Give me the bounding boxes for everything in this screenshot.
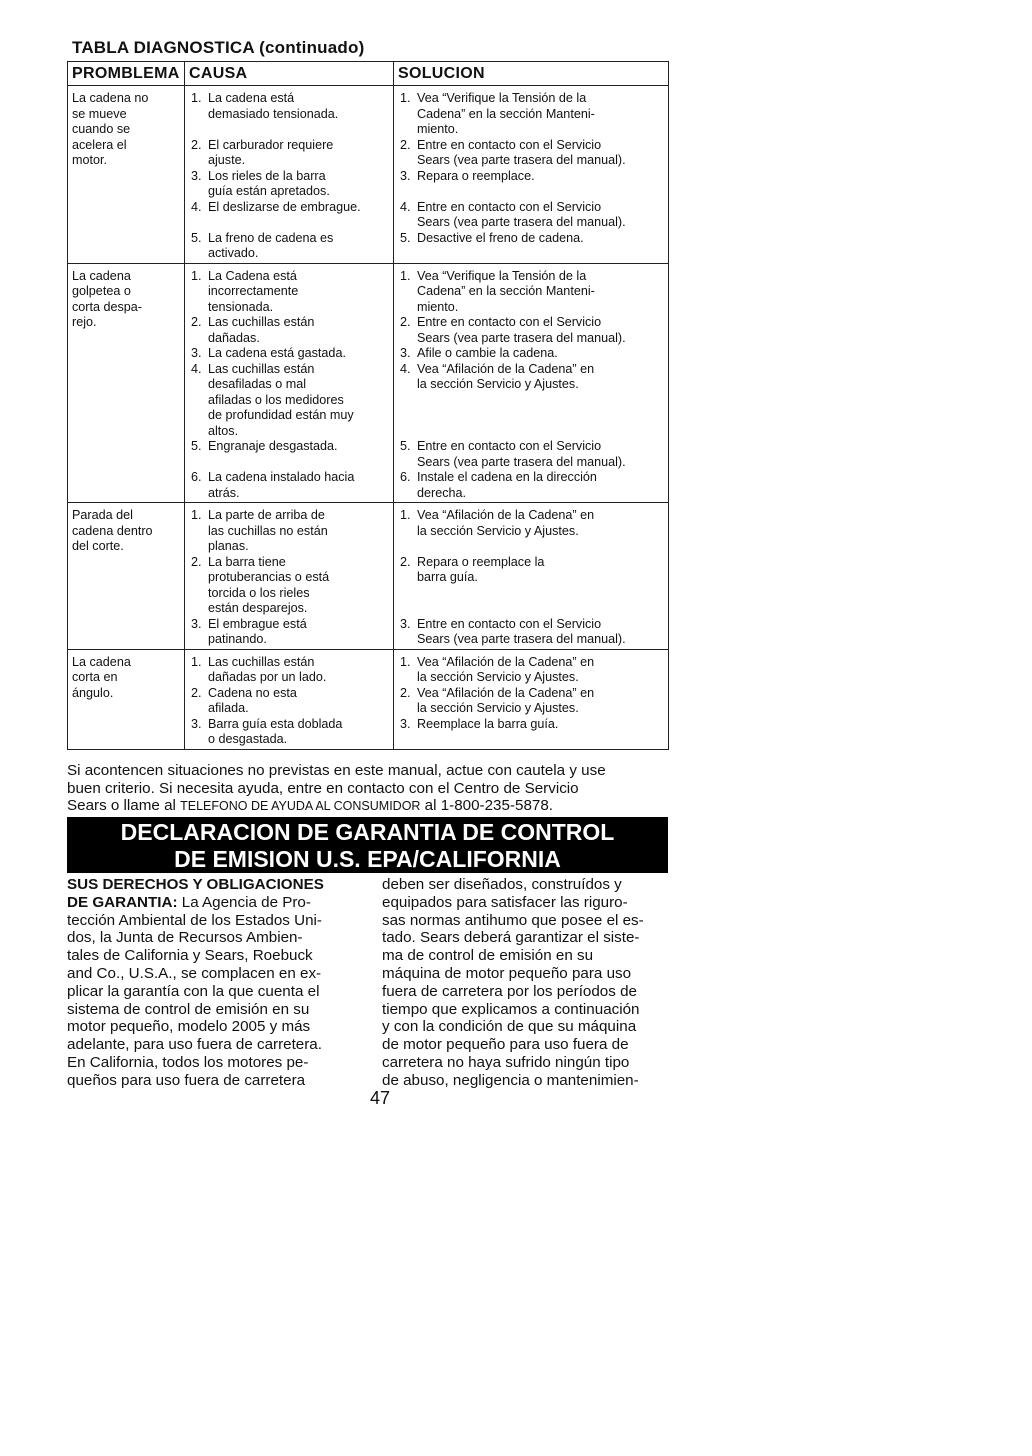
solution-item	[398, 555, 665, 586]
solution-line: la sección Servicio y Ajustes.	[417, 523, 579, 538]
cause-text	[208, 138, 390, 169]
solution-text	[417, 439, 665, 470]
warranty-banner	[67, 817, 668, 873]
solution-line: Vea “Verifique la Tensión de la	[417, 91, 587, 105]
cause-item	[189, 138, 390, 169]
solution-item	[398, 231, 665, 247]
cause-line: El carburador requiere	[208, 137, 334, 152]
solution-line: Sears (vea parte trasera del manual).	[417, 153, 626, 167]
problem-line: motor.	[72, 153, 107, 167]
cause-number: 1.	[191, 654, 202, 669]
warranty-right-column	[382, 876, 672, 1090]
cause-line: La Cadena está	[208, 268, 297, 283]
cause-line: dañadas.	[208, 330, 260, 345]
cause-text	[208, 169, 390, 200]
solution-item	[398, 617, 665, 648]
solution-text	[417, 91, 665, 138]
solution-number	[398, 184, 417, 200]
cause-number	[189, 215, 208, 231]
cause-number: 4.	[191, 361, 202, 376]
solution-line	[417, 539, 665, 555]
warranty-right-line: de abuso, negligencia o mantenimien-	[382, 1071, 639, 1089]
solution-text	[417, 470, 665, 501]
table-row	[68, 503, 669, 650]
cause-cell	[185, 503, 394, 650]
cause-line: protuberancias o está	[208, 570, 330, 584]
solution-line: Entre en contacto con el Servicio	[417, 199, 602, 214]
warranty-left-line: dos, la Junta de Recursos Ambien-	[67, 929, 303, 947]
solution-number: 5.	[400, 439, 411, 453]
solution-line: Entre en contacto con el Servicio	[417, 315, 602, 329]
problem-line: La cadena	[72, 654, 131, 669]
warranty-heading: SUS DERECHOS Y OBLIGACIONES	[67, 876, 324, 893]
solution-text	[417, 362, 665, 393]
warranty-right-line: máquina de motor pequeño para uso	[382, 964, 632, 982]
cause-number: 1.	[191, 508, 202, 522]
problem-line: del corte.	[72, 539, 124, 553]
solution-item	[398, 200, 665, 231]
cause-line: La parte de arriba de	[208, 508, 325, 522]
warranty-left-line: plicar la garantía con la que cuenta el	[67, 982, 320, 1000]
solution-line: la sección Servicio y Ajustes.	[417, 701, 579, 715]
problem-line: corta despa-	[72, 299, 143, 314]
problem-line: ángulo.	[72, 685, 114, 700]
solution-number: 2.	[400, 315, 411, 329]
banner-line: DE EMISION U.S. EPA/CALIFORNIA	[174, 846, 561, 872]
cause-item	[189, 655, 390, 686]
solution-line: Vea “Afilación de la Cadena” en	[417, 508, 595, 522]
cause-item	[189, 508, 390, 555]
solution-item	[398, 91, 665, 138]
cause-number: 2.	[191, 137, 202, 152]
cause-text	[208, 655, 390, 686]
advice-paragraph	[67, 762, 672, 816]
solution-line: Vea “Afilación de la Cadena” en	[417, 654, 595, 669]
solution-line: Cadena” en la sección Manteni-	[417, 106, 595, 121]
cause-text	[208, 362, 390, 440]
solution-number: 3.	[400, 346, 411, 360]
solution-line: la sección Servicio y Ajustes.	[417, 670, 579, 684]
cause-cell	[185, 86, 394, 264]
solution-text	[417, 269, 665, 316]
solution-number: 3.	[400, 616, 411, 631]
cause-text	[208, 346, 390, 362]
solution-line	[417, 184, 665, 200]
header-problem: PROMBLEMA	[68, 62, 185, 86]
problem-line: golpetea o	[72, 284, 131, 298]
cause-line: incorrectamente	[208, 284, 299, 298]
cause-cell	[185, 263, 394, 503]
cause-line: desafiladas o mal	[208, 377, 307, 391]
cause-line	[208, 215, 390, 231]
solution-number: 1.	[400, 508, 411, 522]
solution-text	[417, 508, 665, 539]
solution-line: miento.	[417, 299, 459, 314]
solution-number: 1.	[400, 654, 411, 669]
cause-line: guía están apretados.	[208, 184, 330, 198]
cause-text	[208, 269, 390, 316]
cause-line: La barra tiene	[208, 554, 286, 569]
solution-number: 5.	[400, 230, 411, 245]
warranty-right-line: tiempo que explicamos a continuación	[382, 1000, 640, 1018]
problem-line: corta en	[72, 670, 118, 684]
solution-number	[398, 586, 417, 617]
solution-number: 3.	[400, 168, 411, 183]
solution-line: Repara o reemplace la	[417, 554, 545, 569]
cause-item	[189, 555, 390, 617]
problem-line: La cadena	[72, 268, 131, 283]
advice-text: Sears o llame al	[67, 797, 181, 814]
solution-line: Cadena” en la sección Manteni-	[417, 284, 595, 298]
solution-number: 2.	[400, 685, 411, 700]
solution-number: 1.	[400, 268, 411, 283]
cause-line: El embrague está	[208, 616, 307, 631]
problem-line: La cadena no	[72, 91, 149, 105]
cause-line: patinando.	[208, 632, 267, 646]
solution-line: miento.	[417, 122, 459, 136]
problem-line: rejo.	[72, 315, 97, 329]
solution-item	[398, 362, 665, 393]
cause-line: están desparejos.	[208, 601, 308, 615]
cause-number: 3.	[191, 716, 202, 731]
cause-line: Las cuchillas están	[208, 361, 315, 376]
solution-item	[398, 393, 665, 440]
cause-line: Engranaje desgastada.	[208, 439, 338, 453]
problem-line: cadena dentro	[72, 523, 153, 538]
solution-item	[398, 470, 665, 501]
advice-line	[67, 797, 672, 816]
solution-line: Sears (vea parte trasera del manual).	[417, 454, 626, 469]
solution-item	[398, 346, 665, 362]
warranty-right-line: tado. Sears deberá garantizar el siste-	[382, 929, 640, 947]
cause-text	[208, 470, 390, 501]
cause-line: o desgastada.	[208, 732, 288, 746]
table-row	[68, 263, 669, 503]
cause-line: atrás.	[208, 485, 240, 500]
cause-number	[189, 122, 208, 138]
solution-item	[398, 439, 665, 470]
cause-number: 3.	[191, 168, 202, 183]
solution-line	[417, 393, 665, 409]
cause-line: dañadas por un lado.	[208, 670, 327, 684]
cause-line: Las cuchillas están	[208, 654, 315, 669]
warranty-left-line: tección Ambiental de los Estados Uni-	[67, 911, 322, 929]
solution-cell	[394, 263, 669, 503]
solution-number	[398, 393, 417, 440]
solution-line	[417, 586, 665, 602]
cause-text	[208, 508, 390, 555]
solution-line: Entre en contacto con el Servicio	[417, 439, 602, 453]
cause-text	[208, 215, 390, 231]
solution-line: Instale el cadena en la dirección	[417, 470, 597, 484]
table-header-row	[68, 62, 669, 86]
warranty-left-column	[67, 876, 357, 1090]
solution-line: Afile o cambie la cadena.	[417, 346, 558, 360]
cause-item	[189, 231, 390, 262]
cause-line: ajuste.	[208, 153, 246, 167]
solution-number	[398, 539, 417, 555]
page-number: 47	[370, 1088, 391, 1108]
cause-line: tensionada.	[208, 299, 274, 314]
cause-item	[189, 169, 390, 200]
solution-line: Reemplace la barra guía.	[417, 716, 559, 731]
cause-item	[189, 617, 390, 648]
solution-line: Vea “Afilación de la Cadena” en	[417, 685, 595, 700]
solution-number: 2.	[400, 137, 411, 152]
solution-text	[417, 717, 665, 733]
problem-line: Parada del	[72, 508, 133, 522]
solution-cell	[394, 503, 669, 650]
solution-number: 4.	[400, 361, 411, 376]
solution-line	[417, 424, 665, 440]
cause-number: 3.	[191, 346, 202, 360]
cause-item	[189, 269, 390, 316]
table-row	[68, 649, 669, 749]
warranty-subheading: DE GARANTIA:	[67, 893, 178, 911]
cause-text	[208, 439, 390, 455]
solution-line: Sears (vea parte trasera del manual).	[417, 215, 626, 229]
cause-line: Las cuchillas están	[208, 315, 315, 329]
cause-line	[208, 122, 390, 138]
cause-number: 5.	[191, 230, 202, 245]
cause-number: 6.	[191, 470, 202, 484]
solution-line: Entre en contacto con el Servicio	[417, 137, 602, 152]
cause-number: 4.	[191, 199, 202, 214]
cause-line: afiladas o los medidores	[208, 392, 344, 407]
cause-line: El deslizarse de embrague.	[208, 199, 361, 214]
solution-cell	[394, 86, 669, 264]
solution-text	[417, 655, 665, 686]
solution-cell	[394, 649, 669, 749]
cause-item	[189, 315, 390, 346]
cause-item	[189, 346, 390, 362]
cause-number: 5.	[191, 439, 202, 453]
solution-item	[398, 655, 665, 686]
cause-line: demasiado tensionada.	[208, 106, 339, 121]
cause-text	[208, 91, 390, 122]
header-solution: SOLUCION	[394, 62, 669, 86]
solution-text	[417, 346, 665, 362]
table-row	[68, 86, 669, 264]
solution-line: derecha.	[417, 485, 467, 500]
cause-text	[208, 617, 390, 648]
warranty-right-line: y con la condición de que su máquina	[382, 1018, 637, 1036]
solution-text	[417, 539, 665, 555]
cause-line: altos.	[208, 423, 239, 438]
cause-number: 3.	[191, 616, 202, 631]
solution-text	[417, 184, 665, 200]
table-body	[68, 86, 669, 750]
solution-text	[417, 200, 665, 231]
solution-text	[417, 231, 665, 247]
solution-text	[417, 315, 665, 346]
problem-line: acelera el	[72, 137, 127, 152]
warranty-right-line: carretera no haya sufrido ningún tipo	[382, 1053, 630, 1071]
cause-line: las cuchillas no están	[208, 523, 328, 538]
cause-line: activado.	[208, 246, 259, 260]
solution-item	[398, 269, 665, 316]
cause-item	[189, 362, 390, 440]
solution-line: Vea “Verifique la Tensión de la	[417, 268, 587, 283]
cause-line: La cadena instalado hacia	[208, 470, 355, 484]
consumer-phone-label: TELEFONO DE AYUDA AL CONSUMIDOR	[180, 799, 421, 813]
problem-cell	[68, 263, 185, 503]
cause-cell	[185, 649, 394, 749]
solution-line: Sears (vea parte trasera del manual).	[417, 632, 626, 646]
solution-line: Desactive el freno de cadena.	[417, 230, 584, 245]
solution-text	[417, 555, 665, 586]
solution-item	[398, 717, 665, 733]
problem-line: cuando se	[72, 122, 131, 136]
solution-item	[398, 539, 665, 555]
cause-item	[189, 215, 390, 231]
solution-line: Vea “Afilación de la Cadena” en	[417, 361, 595, 376]
cause-item	[189, 200, 390, 216]
problem-cell	[68, 649, 185, 749]
cause-item	[189, 717, 390, 748]
warranty-right-line: deben ser diseñados, construídos y	[382, 876, 622, 893]
advice-line: buen criterio. Si necesita ayuda, entre en contacto con el Centro de Servicio	[67, 779, 579, 797]
cause-text	[208, 315, 390, 346]
solution-line	[417, 601, 665, 617]
solution-item	[398, 184, 665, 200]
cause-text	[208, 717, 390, 748]
solution-text	[417, 169, 665, 185]
solution-text	[417, 393, 665, 440]
cause-text	[208, 555, 390, 617]
cause-item	[189, 91, 390, 122]
warranty-left-line: adelante, para uso fuera de carretera.	[67, 1036, 322, 1054]
solution-text	[417, 138, 665, 169]
warranty-left-line: queños para uso fuera de carretera	[67, 1071, 306, 1089]
warranty-left-line: En California, todos los motores pe-	[67, 1053, 309, 1071]
problem-line: se mueve	[72, 106, 127, 121]
solution-item	[398, 315, 665, 346]
cause-item	[189, 686, 390, 717]
cause-line: planas.	[208, 539, 249, 553]
cause-number: 1.	[191, 268, 202, 283]
solution-line: Repara o reemplace.	[417, 168, 535, 183]
solution-item	[398, 586, 665, 617]
warranty-left-line: motor pequeño, modelo 2005 y más	[67, 1018, 311, 1036]
banner-line: DECLARACION DE GARANTIA DE CONTROL	[120, 819, 615, 845]
solution-text	[417, 586, 665, 617]
solution-number: 4.	[400, 199, 411, 214]
diagnostic-table	[67, 61, 669, 750]
header-cause: CAUSA	[185, 62, 394, 86]
cause-text	[208, 231, 390, 262]
cause-line: de profundidad están muy	[208, 408, 354, 422]
cause-line: La freno de cadena es	[208, 230, 334, 245]
solution-item	[398, 169, 665, 185]
cause-text	[208, 686, 390, 717]
solution-line: la sección Servicio y Ajustes.	[417, 377, 579, 391]
warranty-right-line: fuera de carretera por los períodos de	[382, 982, 637, 1000]
solution-text	[417, 617, 665, 648]
warranty-right-line: equipados para satisfacer las riguro-	[382, 893, 628, 911]
warranty-left-text	[67, 894, 357, 1090]
warranty-left-line: tales de California y Sears, Roebuck	[67, 947, 313, 965]
cause-number: 1.	[191, 91, 202, 105]
solution-item	[398, 508, 665, 539]
warranty-left-line: sistema de control de emisión en su	[67, 1000, 310, 1018]
cause-line: La cadena está gastada.	[208, 346, 346, 360]
cause-item	[189, 455, 390, 471]
solution-number: 6.	[400, 470, 411, 484]
solution-item	[398, 138, 665, 169]
cause-item	[189, 439, 390, 455]
table-title: TABLA DIAGNOSTICA (continuado)	[72, 38, 365, 57]
cause-line: afilada.	[208, 701, 249, 715]
problem-cell	[68, 86, 185, 264]
cause-text	[208, 200, 390, 216]
warranty-left-line: La Agencia de Pro-	[177, 893, 311, 911]
cause-text	[208, 122, 390, 138]
solution-item	[398, 686, 665, 717]
solution-number: 3.	[400, 716, 411, 731]
warranty-right-line: de motor pequeño para uso fuera de	[382, 1036, 629, 1054]
cause-number: 2.	[191, 685, 202, 700]
problem-cell	[68, 503, 185, 650]
cause-number: 2.	[191, 315, 202, 329]
cause-number: 2.	[191, 554, 202, 569]
warranty-right-line: sas normas antihumo que posee el es-	[382, 911, 644, 929]
cause-line: Cadena no esta	[208, 685, 297, 700]
advice-line: Si acontencen situaciones no previstas en este manual, actue con cautela y use	[67, 762, 606, 779]
solution-line: Sears (vea parte trasera del manual).	[417, 330, 626, 345]
cause-number	[189, 455, 208, 471]
warranty-right-line: ma de control de emisión en su	[382, 947, 594, 965]
solution-line	[417, 408, 665, 424]
phone-number-text: al 1-800-235-5878.	[420, 797, 554, 814]
solution-number: 2.	[400, 554, 411, 569]
solution-number: 1.	[400, 91, 411, 105]
cause-item	[189, 122, 390, 138]
cause-line: Barra guía esta doblada	[208, 716, 343, 731]
cause-line: Los rieles de la barra	[208, 168, 326, 183]
solution-line: Entre en contacto con el Servicio	[417, 616, 602, 631]
cause-text	[208, 455, 390, 471]
warranty-left-line: and Co., U.S.A., se complacen en ex-	[67, 964, 322, 982]
solution-line: barra guía.	[417, 570, 478, 584]
cause-line: La cadena está	[208, 91, 295, 105]
solution-text	[417, 686, 665, 717]
cause-item	[189, 470, 390, 501]
cause-line	[208, 455, 390, 471]
cause-line: torcida o los rieles	[208, 585, 310, 600]
